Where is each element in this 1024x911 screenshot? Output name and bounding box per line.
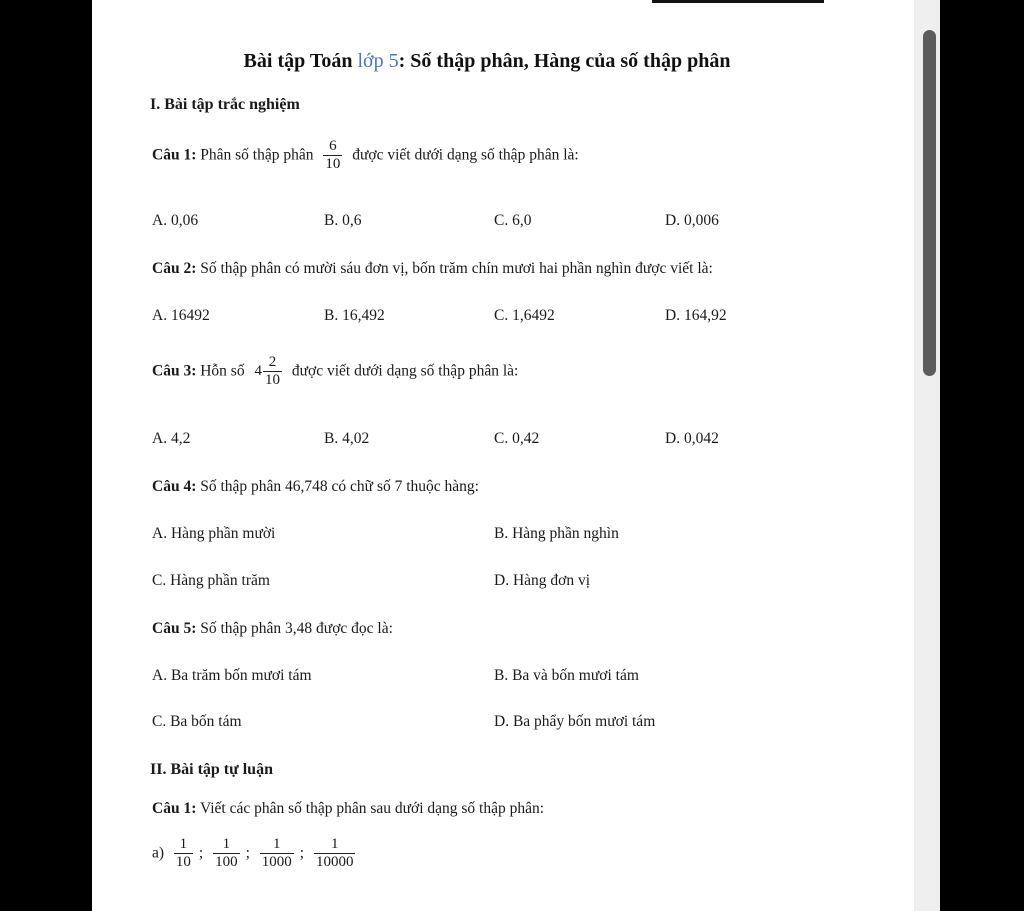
scrollbar-thumb[interactable] [923,30,936,376]
q3-option-c: C. 0,42 [494,430,540,447]
page-title: Bài tập Toán lớp 5: Số thập phân, Hàng của số thập phân [243,50,731,72]
top-edge-bar [652,0,824,3]
mixed-number-fraction: $\frac{2}{10}$ [264,354,280,389]
fraction: $\frac{6}{10}$ [325,138,341,173]
q3-option-b: B. 4,02 [324,430,370,447]
q1-option-b: B. 0,6 [324,212,362,229]
q5-option-a: A. Ba trăm bốn mươi tám [152,667,312,684]
question-1: Câu 1: Phân số thập phân $\frac{6}{10}$ được viết dưới dạng số thập phân là: [152,138,579,173]
q4-option-a: A. Hàng phần mười [152,525,276,542]
section-heading-multiple-choice: I. Bài tập trắc nghiệm [150,96,300,113]
q4-option-b: B. Hàng phần nghìn [494,525,619,542]
essay-question-1: Câu 1: Viết các phân số thập phân sau dưới dạng số thập phân: [152,800,545,817]
q5-option-d: D. Ba phẩy bốn mươi tám [494,713,656,730]
q3-option-a: A. 4,2 [152,430,191,447]
q4-option-c: C. Hàng phần trăm [152,572,270,589]
q5-option-b: B. Ba và bốn mươi tám [494,667,639,684]
fraction: $\frac{1}{100}$ [215,836,238,871]
q1-option-c: C. 6,0 [494,212,532,229]
q5-option-c: C. Ba bốn tám [152,713,242,730]
q2-option-c: C. 1,6492 [494,307,555,324]
q1-option-a: A. 0,06 [152,212,199,229]
question-3: Câu 3: Hỗn số 4 $\frac{2}{10}$ được viết dưới dạng số thập phân là: [152,354,519,389]
mixed-number-whole: 4 [254,363,262,380]
document-page [92,0,940,911]
q2-option-a: A. 16492 [152,307,210,324]
q1-option-d: D. 0,006 [665,212,719,229]
essay-part-a: a) $\frac{1}{10}$ ; $\frac{1}{100}$ ; $\frac{1}{1000}$ ; $\frac{1}{10000}$ [152,836,354,871]
section-heading-essay: II. Bài tập tự luận [150,761,273,778]
question-4: Câu 4: Số thập phân 46,748 có chữ số 7 thuộc hàng: [152,478,479,495]
fraction: $\frac{1}{10000}$ [315,836,354,871]
fraction: $\frac{1}{10}$ [175,836,191,871]
title-link[interactable]: lớp 5 [357,50,399,72]
question-5: Câu 5: Số thập phân 3,48 được đọc là: [152,620,393,637]
question-2: Câu 2: Số thập phân có mười sáu đơn vị, bốn trăm chín mươi hai phần nghìn được viết là: [152,260,713,277]
fraction: $\frac{1}{1000}$ [261,836,292,871]
q4-option-d: D. Hàng đơn vị [494,572,591,589]
q3-option-d: D. 0,042 [665,430,719,447]
q2-option-b: B. 16,492 [324,307,385,324]
q2-option-d: D. 164,92 [665,307,727,324]
